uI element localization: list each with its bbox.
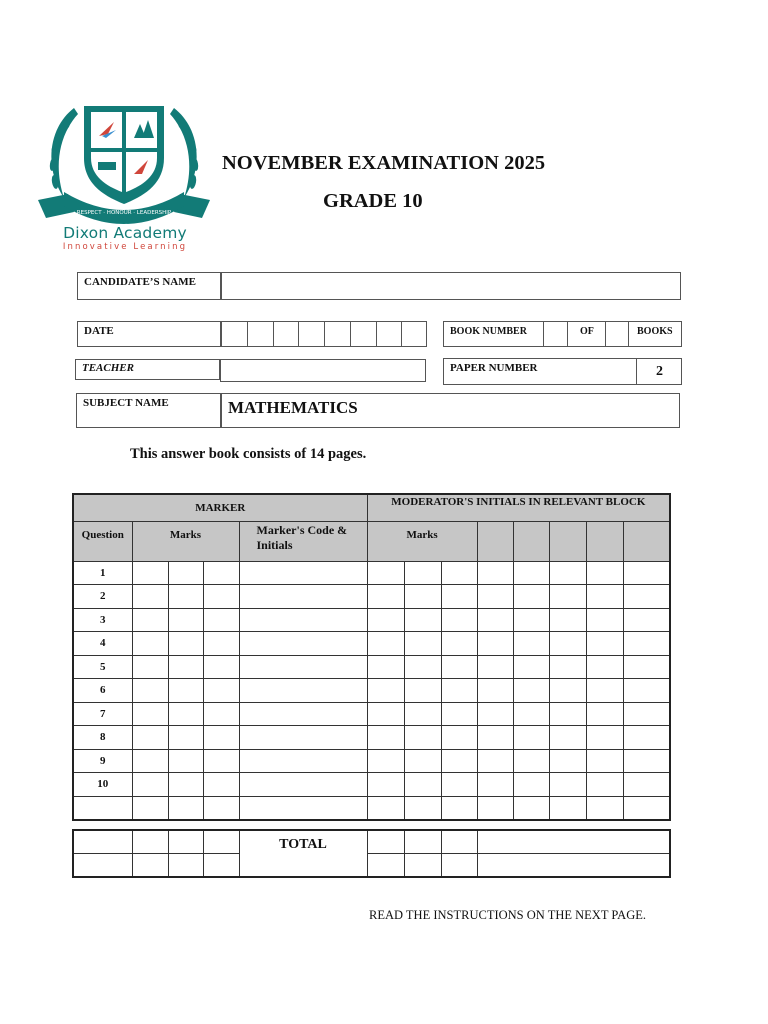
teacher-label: TEACHER xyxy=(82,362,134,374)
mark-cell[interactable] xyxy=(623,749,670,773)
candidate-name-label: CANDIDATE’S NAME xyxy=(84,276,196,288)
books-total-field[interactable] xyxy=(605,322,629,346)
mark-cell[interactable] xyxy=(404,773,441,797)
table-row xyxy=(73,702,670,726)
candidate-name-label-box xyxy=(77,272,221,300)
mark-cell[interactable] xyxy=(203,585,239,609)
mark-cell[interactable] xyxy=(441,632,477,656)
mark-cell[interactable] xyxy=(132,679,168,703)
mark-cell[interactable] xyxy=(441,585,477,609)
mark-cell[interactable] xyxy=(132,702,168,726)
mark-cell[interactable] xyxy=(477,655,513,679)
mark-cell[interactable] xyxy=(132,655,168,679)
book-number-field[interactable] xyxy=(543,322,568,346)
total-label: TOTAL xyxy=(239,830,367,877)
question-number: 3 xyxy=(73,608,132,632)
mark-cell[interactable] xyxy=(623,796,670,820)
mark-cell[interactable] xyxy=(239,655,367,679)
mark-cell[interactable] xyxy=(168,749,203,773)
mark-cell[interactable] xyxy=(168,561,203,585)
mark-cell[interactable] xyxy=(203,702,239,726)
book-number-label: BOOK NUMBER xyxy=(450,326,527,337)
school-name: Dixon Academy xyxy=(63,224,187,242)
mark-cell[interactable] xyxy=(549,585,586,609)
question-number xyxy=(73,796,132,820)
mark-cell[interactable] xyxy=(441,679,477,703)
mark-cell[interactable] xyxy=(623,585,670,609)
mark-cell[interactable] xyxy=(513,726,549,750)
book-number-box xyxy=(443,321,682,347)
mark-cell[interactable] xyxy=(623,773,670,797)
mark-cell[interactable] xyxy=(623,655,670,679)
mark-cell[interactable] xyxy=(367,585,404,609)
mark-cell[interactable] xyxy=(239,585,367,609)
mark-cell[interactable] xyxy=(367,655,404,679)
mark-cell[interactable] xyxy=(203,679,239,703)
mark-cell[interactable] xyxy=(549,679,586,703)
mark-cell[interactable] xyxy=(477,702,513,726)
mark-cell[interactable] xyxy=(239,773,367,797)
mark-cell[interactable] xyxy=(586,749,623,773)
mark-cell[interactable] xyxy=(441,773,477,797)
mark-cell[interactable] xyxy=(586,796,623,820)
mark-cell[interactable] xyxy=(477,773,513,797)
mark-cell[interactable] xyxy=(239,726,367,750)
mark-cell[interactable] xyxy=(513,679,549,703)
mark-cell[interactable] xyxy=(404,726,441,750)
mark-cell[interactable] xyxy=(168,679,203,703)
table-row xyxy=(73,726,670,750)
marker-header: MARKER xyxy=(73,494,367,521)
mark-cell[interactable] xyxy=(586,632,623,656)
mark-cell[interactable] xyxy=(623,702,670,726)
mark-cell[interactable] xyxy=(132,561,168,585)
mark-cell[interactable] xyxy=(586,561,623,585)
mark-cell[interactable] xyxy=(404,608,441,632)
mark-cell[interactable] xyxy=(513,585,549,609)
mark-cell[interactable] xyxy=(239,632,367,656)
mark-cell[interactable] xyxy=(404,679,441,703)
mark-cell[interactable] xyxy=(623,632,670,656)
mark-cell[interactable] xyxy=(367,679,404,703)
mark-cell[interactable] xyxy=(239,679,367,703)
exam-title: NOVEMBER EXAMINATION 2025 xyxy=(222,152,546,174)
date-field[interactable] xyxy=(221,321,427,347)
mark-cell[interactable] xyxy=(404,702,441,726)
mark-cell[interactable] xyxy=(549,655,586,679)
mark-cell[interactable] xyxy=(367,726,404,750)
teacher-field[interactable] xyxy=(220,359,426,382)
mark-cell[interactable] xyxy=(477,585,513,609)
mark-cell[interactable] xyxy=(549,608,586,632)
mark-cell[interactable] xyxy=(586,679,623,703)
mark-cell[interactable] xyxy=(513,608,549,632)
mark-cell[interactable] xyxy=(513,773,549,797)
subject-value: MATHEMATICS xyxy=(228,398,358,417)
paper-number-value: 2 xyxy=(636,359,682,384)
question-number: 2 xyxy=(73,585,132,609)
paper-number-label: PAPER NUMBER xyxy=(450,362,538,374)
mark-cell[interactable] xyxy=(203,726,239,750)
mark-cell[interactable] xyxy=(441,702,477,726)
mark-cell[interactable] xyxy=(132,773,168,797)
table-row xyxy=(73,561,670,585)
mark-cell[interactable] xyxy=(168,585,203,609)
mark-cell[interactable] xyxy=(404,632,441,656)
question-number: 10 xyxy=(73,773,132,797)
mark-cell[interactable] xyxy=(477,726,513,750)
table-row xyxy=(73,679,670,703)
mark-cell[interactable] xyxy=(404,561,441,585)
mark-cell[interactable] xyxy=(404,796,441,820)
mark-cell[interactable] xyxy=(513,749,549,773)
mark-cell[interactable] xyxy=(367,702,404,726)
mark-cell[interactable] xyxy=(203,773,239,797)
mark-cell[interactable] xyxy=(203,655,239,679)
exam-grade: GRADE 10 xyxy=(323,190,423,212)
paper-number-box xyxy=(443,358,682,385)
mark-cell[interactable] xyxy=(168,655,203,679)
mark-cell[interactable] xyxy=(477,561,513,585)
mark-cell[interactable] xyxy=(586,773,623,797)
school-tagline: Innovative Learning xyxy=(62,242,188,252)
subject-field[interactable] xyxy=(221,393,680,428)
mark-cell[interactable] xyxy=(132,749,168,773)
mark-cell[interactable] xyxy=(239,561,367,585)
mark-cell[interactable] xyxy=(586,585,623,609)
table-row xyxy=(73,773,670,797)
mark-cell[interactable] xyxy=(586,726,623,750)
mark-cell[interactable] xyxy=(404,585,441,609)
moderator-header: MODERATOR'S INITIALS IN RELEVANT BLOCK xyxy=(367,494,670,521)
question-number: 7 xyxy=(73,702,132,726)
mark-cell[interactable] xyxy=(367,561,404,585)
instructions-footer: READ THE INSTRUCTIONS ON THE NEXT PAGE. xyxy=(369,908,646,922)
mark-cell[interactable] xyxy=(367,773,404,797)
mark-cell[interactable] xyxy=(549,796,586,820)
table-row xyxy=(73,749,670,773)
mark-cell[interactable] xyxy=(586,655,623,679)
mark-cell[interactable] xyxy=(441,749,477,773)
mark-cell[interactable] xyxy=(132,726,168,750)
question-number: 1 xyxy=(73,561,132,585)
mark-cell[interactable] xyxy=(549,561,586,585)
mark-cell[interactable] xyxy=(477,749,513,773)
mark-cell[interactable] xyxy=(367,749,404,773)
mark-cell[interactable] xyxy=(441,561,477,585)
question-col-header: Question xyxy=(73,521,132,561)
question-number: 6 xyxy=(73,679,132,703)
total-table xyxy=(72,829,671,878)
question-number: 4 xyxy=(73,632,132,656)
mark-cell[interactable] xyxy=(549,749,586,773)
mark-cell[interactable] xyxy=(132,585,168,609)
mark-cell[interactable] xyxy=(239,702,367,726)
mark-cell[interactable] xyxy=(623,561,670,585)
table-row xyxy=(73,632,670,656)
svg-text:RESPECT · HONOUR · LEADERSHIP: RESPECT · HONOUR · LEADERSHIP xyxy=(76,210,172,216)
question-number: 9 xyxy=(73,749,132,773)
mark-cell[interactable] xyxy=(203,608,239,632)
date-label: DATE xyxy=(84,325,114,337)
mark-cell[interactable] xyxy=(441,726,477,750)
mark-cell[interactable] xyxy=(203,796,239,820)
mark-cell[interactable] xyxy=(586,608,623,632)
mark-cell[interactable] xyxy=(441,608,477,632)
mark-cell[interactable] xyxy=(549,726,586,750)
mark-cell[interactable] xyxy=(367,796,404,820)
mark-cell[interactable] xyxy=(367,608,404,632)
subject-label: SUBJECT NAME xyxy=(83,397,169,409)
mark-cell[interactable] xyxy=(441,655,477,679)
mark-cell[interactable] xyxy=(477,679,513,703)
mark-cell[interactable] xyxy=(477,796,513,820)
table-row xyxy=(73,608,670,632)
mark-cell[interactable] xyxy=(168,796,203,820)
table-row xyxy=(73,585,670,609)
marks-table xyxy=(72,493,671,821)
mark-cell[interactable] xyxy=(477,632,513,656)
mark-cell[interactable] xyxy=(132,608,168,632)
mark-cell[interactable] xyxy=(168,608,203,632)
marker-code-col-header: Marker's Code & Initials xyxy=(239,521,367,561)
mark-cell[interactable] xyxy=(404,655,441,679)
mark-cell[interactable] xyxy=(367,632,404,656)
mark-cell[interactable] xyxy=(623,679,670,703)
mark-cell[interactable] xyxy=(549,773,586,797)
mark-cell[interactable] xyxy=(513,561,549,585)
of-label: OF xyxy=(580,326,594,337)
mark-cell[interactable] xyxy=(168,632,203,656)
moderator-marks-col-header: Marks xyxy=(367,521,477,561)
mark-cell[interactable] xyxy=(477,608,513,632)
mark-cell[interactable] xyxy=(513,655,549,679)
mark-cell[interactable] xyxy=(404,749,441,773)
mark-cell[interactable] xyxy=(549,702,586,726)
mark-cell[interactable] xyxy=(513,632,549,656)
mark-cell[interactable] xyxy=(239,796,367,820)
question-number: 5 xyxy=(73,655,132,679)
mark-cell[interactable] xyxy=(239,749,367,773)
pages-note: This answer book consists of 14 pages. xyxy=(130,446,367,462)
mark-cell[interactable] xyxy=(513,702,549,726)
mark-cell[interactable] xyxy=(513,796,549,820)
candidate-name-field[interactable] xyxy=(221,272,681,300)
table-row xyxy=(73,796,670,820)
mark-cell[interactable] xyxy=(203,632,239,656)
books-label: BOOKS xyxy=(637,326,673,337)
marks-col-header: Marks xyxy=(132,521,239,561)
question-number: 8 xyxy=(73,726,132,750)
mark-cell[interactable] xyxy=(168,773,203,797)
mark-cell[interactable] xyxy=(239,608,367,632)
date-label-box xyxy=(77,321,221,347)
mark-cell[interactable] xyxy=(203,561,239,585)
subject-label-box xyxy=(76,393,221,428)
mark-cell[interactable] xyxy=(441,796,477,820)
mark-cell[interactable] xyxy=(168,726,203,750)
table-row xyxy=(73,655,670,679)
mark-cell[interactable] xyxy=(168,702,203,726)
mark-cell[interactable] xyxy=(549,632,586,656)
mark-cell[interactable] xyxy=(623,608,670,632)
mark-cell[interactable] xyxy=(623,726,670,750)
mark-cell[interactable] xyxy=(203,749,239,773)
mark-cell[interactable] xyxy=(132,796,168,820)
teacher-label-box xyxy=(75,359,220,380)
mark-cell[interactable] xyxy=(586,702,623,726)
mark-cell[interactable] xyxy=(132,632,168,656)
